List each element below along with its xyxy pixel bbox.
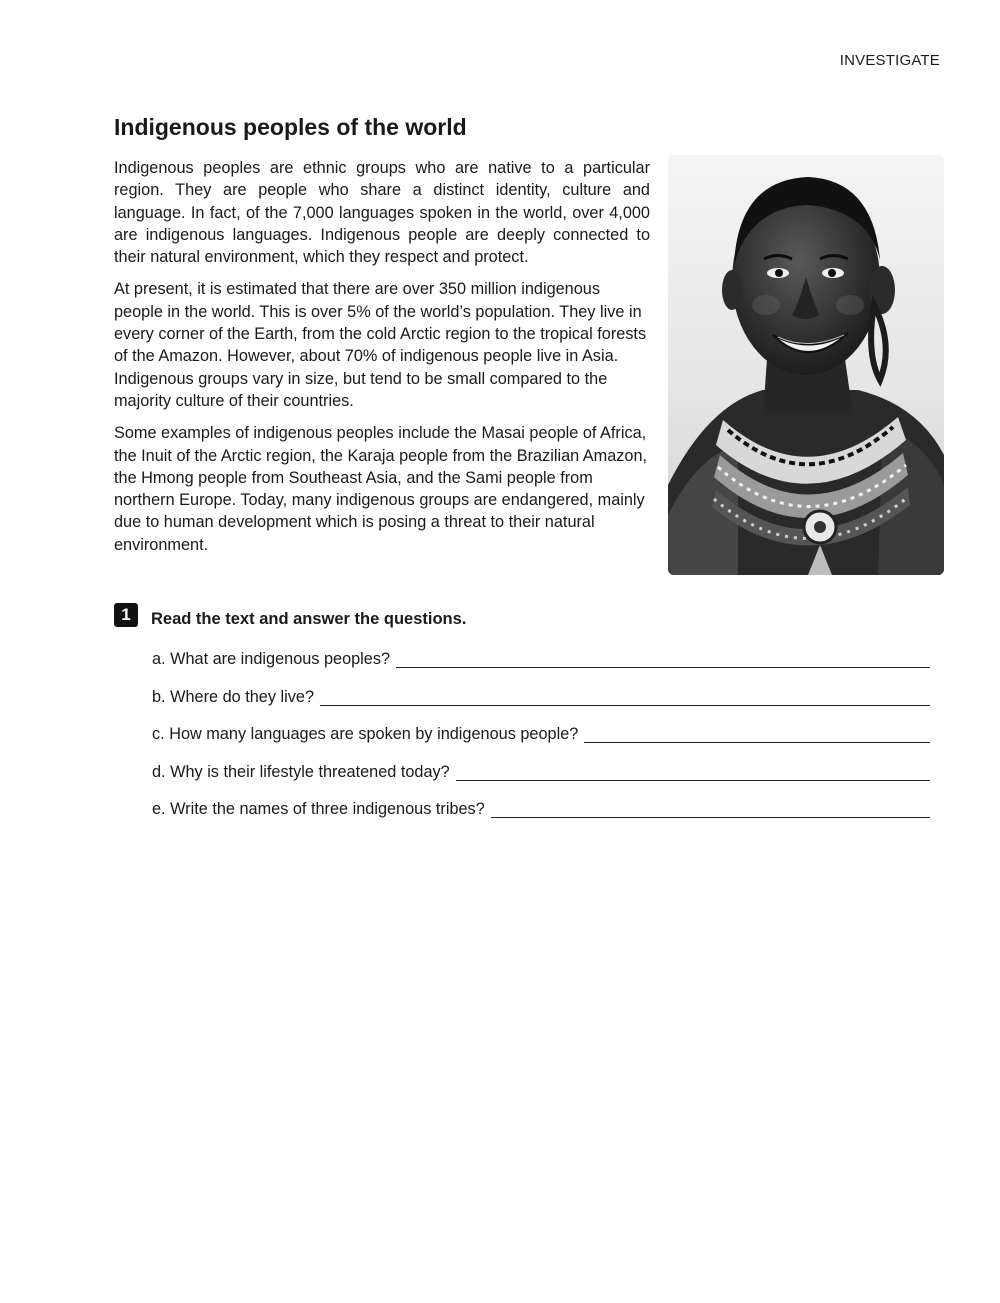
article-paragraph: Indigenous peoples are ethnic groups who are native to a particular region. They are people who share a distinct identity, culture and language. In fact, of the 7,000 languages spoken in the world, over 4,000 are indigenous languages. Indigenous people are deeply connected to their natural environment, which they respect and protect.	[114, 159, 650, 267]
page-title: Indigenous peoples of the world	[114, 114, 467, 140]
article-paragraph: At present, it is estimated that there are over 350 million indigenous people in the world. This is over 5% of the world’s population. They live in every corner of the Earth, from the cold Arctic region to the tropical forests of the Amazon. However, about 70% of indigenous people live in Asia. Indigenous groups vary in size, but tend to be small compared to the majority culture of their countries.	[114, 280, 647, 410]
question-row	[152, 760, 930, 782]
question-row	[152, 797, 930, 819]
question-text: c. How many languages are spoken by indigenous people?	[152, 725, 579, 743]
answer-field-c[interactable]	[584, 722, 930, 743]
article-paragraph: Some examples of indigenous peoples include the Masai people of Africa, the Inuit of the Arctic region, the Karaja people from the Brazilian Amazon, the Hmong people from Southeast Asia, and the Sami people from northern Europe. Today, many indigenous groups are endangered, mainly due to human development which is posing a threat to their natural environment.	[114, 424, 648, 554]
question-text: d. Why is their lifestyle threatened today?	[152, 762, 450, 781]
section-label: INVESTIGATE	[839, 52, 940, 69]
answer-field-d[interactable]	[456, 760, 930, 781]
question-list	[152, 647, 930, 835]
answer-field-e[interactable]	[491, 797, 930, 818]
question-text: a. What are indigenous peoples?	[152, 650, 391, 668]
masai-man-photo	[668, 155, 944, 575]
question-row	[152, 722, 930, 744]
question-text: b. Where do they live?	[152, 687, 314, 706]
question-row	[152, 647, 930, 669]
article-body	[114, 157, 650, 566]
exercise-instructions: Read the text and answer the questions.	[151, 610, 467, 628]
exercise-number-badge: 1	[114, 603, 138, 627]
answer-field-b[interactable]	[320, 685, 930, 706]
answer-field-a[interactable]	[396, 647, 930, 668]
question-row	[152, 685, 930, 707]
question-text: e. Write the names of three indigenous tribes?	[152, 800, 485, 818]
